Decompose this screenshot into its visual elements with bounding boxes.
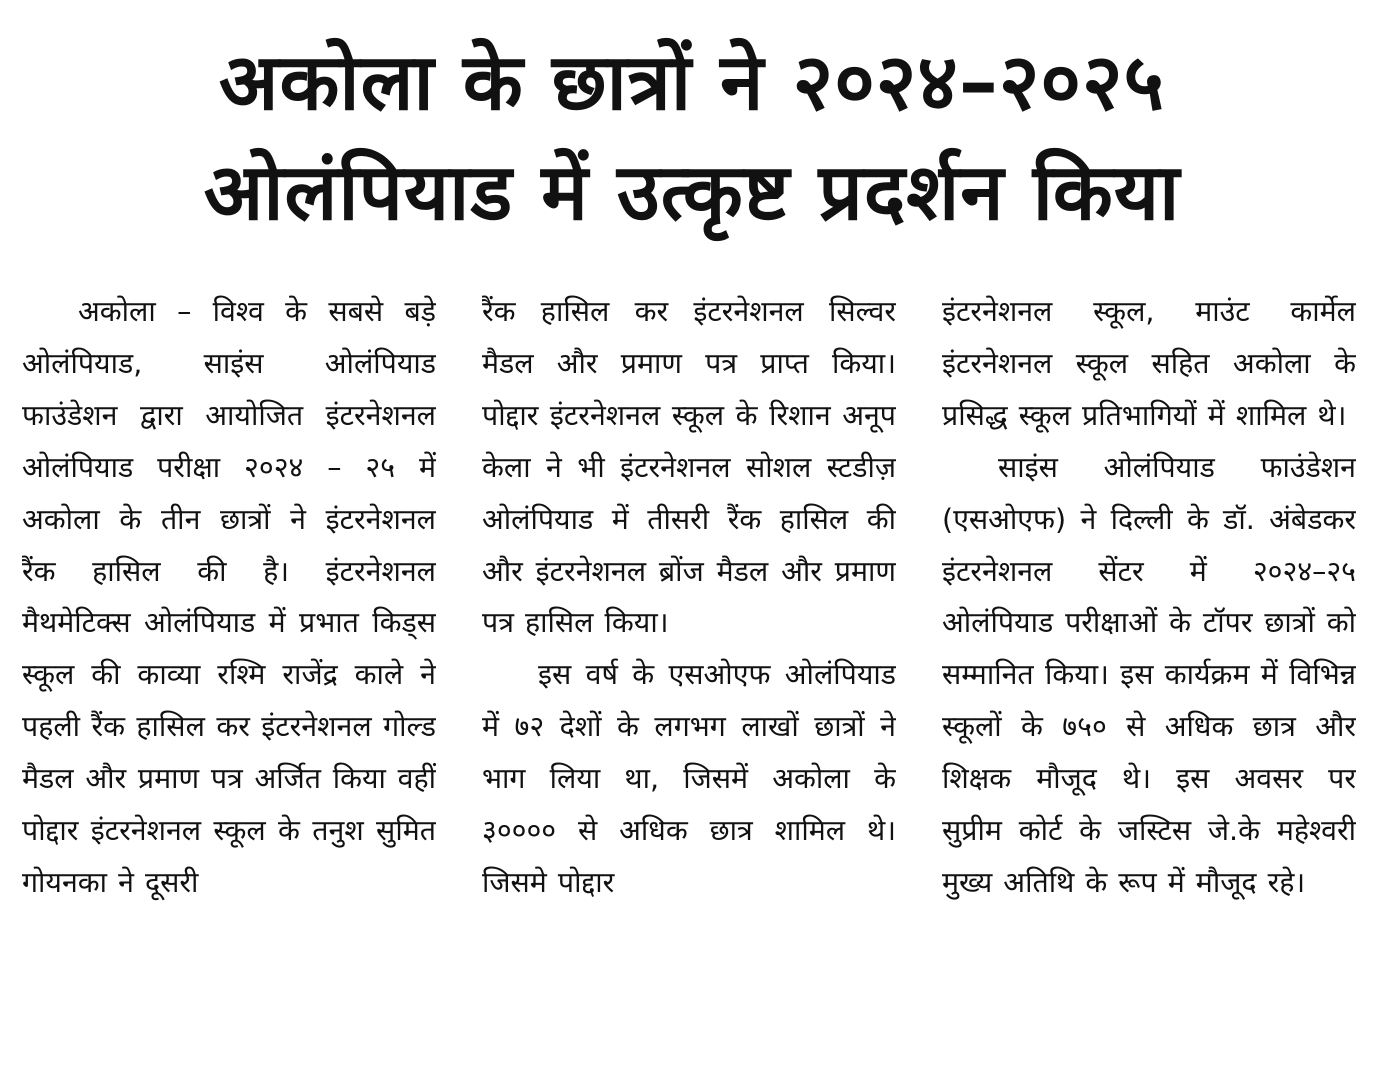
column-2-paragraph-2: इस वर्ष के एसओएफ ओलंपियाड में ७२ देशों के लगभग लाखों छात्रों ने भाग लिया था, जिसमें अकोला के ३०००० से अधिक छात्र शामिल थे। जिसमे पोद्दार [482, 658, 896, 899]
column-3-paragraph-1: इंटरनेशनल स्कूल, माउंट कार्मेल इंटरनेशनल स्कूल सहित अकोला के प्रसिद्ध स्कूल प्रतिभागियों में शामिल थे। [942, 295, 1356, 432]
article-column-3 [942, 286, 1356, 1076]
headline-line-2: ओलंपियाड में उत्कृष्ट प्रदर्शन किया [203, 148, 1181, 238]
column-3-paragraph-2: साइंस ओलंपियाड फाउंडेशन (एसओएफ) ने दिल्ली के डॉ. अंबेडकर इंटरनेशनल सेंटर में २०२४–२५ ओलंपियाड परीक्षाओं के टॉपर छात्रों को सम्मानित किया। इस कार्यक्रम में विभिन्न स्कूलों के ७५० से अधिक छात्र और शिक्षक मौजूद थे। इस अवसर पर सुप्रीम कोर्ट के जस्टिस जे.के महेश्वरी मुख्य अतिथि के रूप में मौजूद रहे। [942, 450, 1356, 899]
column-2-paragraph-1: रैंक हासिल कर इंटरनेशनल सिल्वर मैडल और प्रमाण पत्र प्राप्त किया। पोद्दार इंटरनेशनल स्कूल के रिशान अनूप केला ने भी इंटरनेशनल सोशल स्टडीज़ ओलंपियाड में तीसरी रैंक हासिल की और इंटरनेशनल ब्रोंज मैडल और प्रमाण पत्र हासिल किया। [482, 295, 896, 640]
article-column-1 [22, 286, 436, 1076]
headline [30, 28, 1354, 248]
article-column-2 [482, 286, 896, 1076]
column-1-paragraph-1: अकोला – विश्व के सबसे बड़े ओलंपियाड, साइंस ओलंपियाड फाउंडेशन द्वारा आयोजित इंटरनेशनल ओलंपियाड परीक्षा २०२४ – २५ में अकोला के तीन छात्रों ने इंटरनेशनल रैंक हासिल की है। इंटरनेशनल मैथमेटिक्स ओलंपियाड में प्रभात किड्स स्कूल की काव्या रश्मि राजेंद्र काले ने पहली रैंक हासिल कर इंटरनेशनल गोल्ड मैडल और प्रमाण पत्र अर्जित किया वहीं पोद्दार इंटरनेशनल स्कूल के तनुश सुमित गोयनका ने दूसरी [22, 295, 436, 899]
headline-line-1: अकोला के छात्रों ने २०२४–२०२५ [218, 38, 1166, 128]
